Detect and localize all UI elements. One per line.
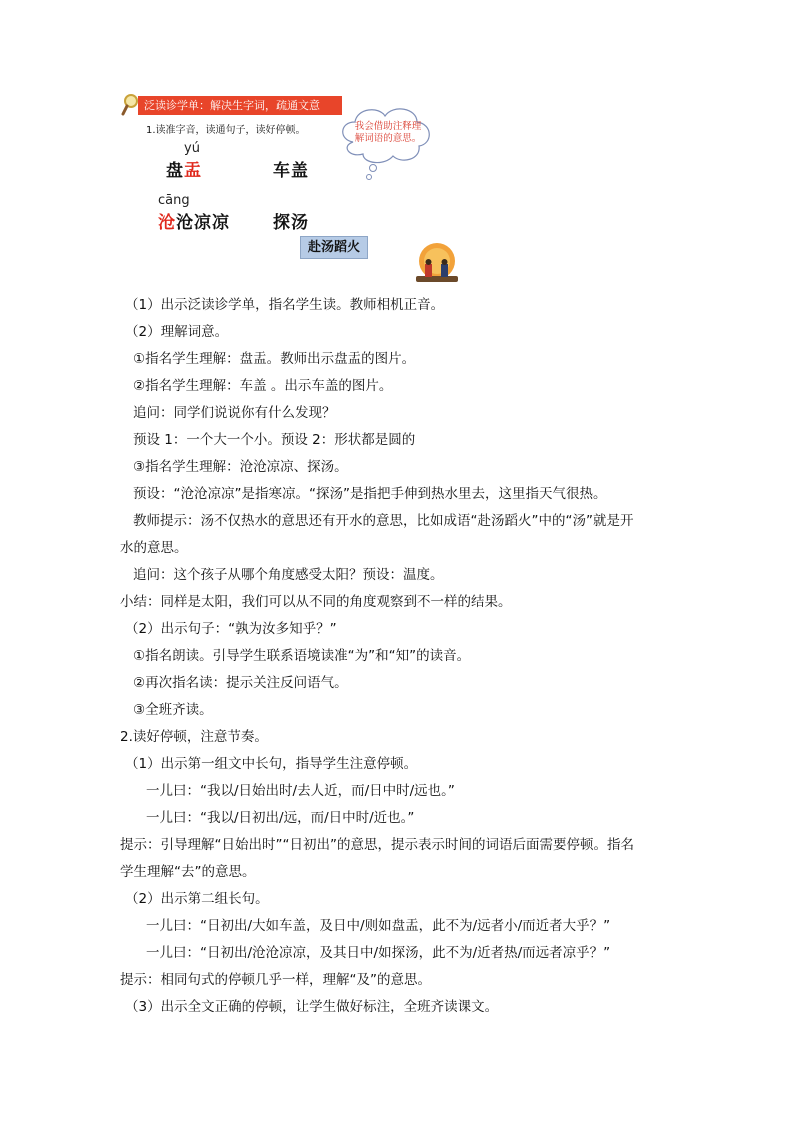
text-line-3: ①指名学生理解：盘盂。教师出示盘盂的图片。 (133, 351, 416, 367)
word-chegai: 车盖 (273, 161, 309, 181)
text-line-5: 追问：同学们说说你有什么发现？ (133, 405, 336, 421)
sun-children-illustration (414, 242, 460, 286)
idiom-box: 赴汤蹈火 (300, 236, 368, 259)
word-cang-red: 沧 (158, 213, 176, 233)
word-panyu-pre: 盘 (166, 161, 184, 181)
text-line-27: （3）出示全文正确的停顿，让学生做好标注，全班齐读课文。 (125, 999, 499, 1015)
text-line-23: （2）出示第二组长句。 (125, 891, 269, 907)
text-line-6: 预设 1：一个大一个小。预设 2：形状都是圆的 (133, 432, 416, 448)
text-line-24: 一儿曰：“日初出/大如车盖，及日中/则如盘盂，此不为/远者小/而近者大乎？” (146, 918, 611, 934)
text-line-7: ③指名学生理解：沧沧凉凉、探汤。 (133, 459, 348, 475)
cloud-hint-text: 我会借助注释理解词语的意思。 (354, 121, 422, 144)
text-line-4: ②指名学生理解：车盖 。出示车盖的图片。 (133, 378, 393, 394)
text-line-22: 学生理解“去”的意思。 (120, 864, 256, 880)
study-sheet-subtitle: 1.读准字音，读通句子，读好停顿。 (146, 125, 306, 136)
text-line-25: 一儿曰：“日初出/沧沧凉凉，及其日中/如探汤，此不为/近者热/而远者凉乎？” (146, 945, 611, 961)
text-line-13: （2）出示句子：“孰为汝多知乎？” (125, 621, 337, 637)
text-line-9: 教师提示：汤不仅热水的意思还有开水的意思，比如成语“赴汤蹈火”中的“汤”就是开 (133, 513, 634, 529)
text-line-20: 一儿曰：“我以/日初出/远，而/日中时/近也。” (146, 810, 415, 826)
word-panyu-red: 盂 (184, 161, 202, 181)
text-line-16: ③全班齐读。 (133, 702, 213, 718)
text-line-11: 追问：这个孩子从哪个角度感受太阳？预设：温度。 (133, 567, 444, 583)
word-tantang: 探汤 (273, 213, 309, 233)
text-line-10: 水的意思。 (120, 540, 188, 556)
text-line-19: 一儿曰：“我以/日始出时/去人近，而/日中时/远也。” (146, 783, 455, 799)
pinyin-yu: yú (184, 141, 200, 156)
magnifier-icon (121, 93, 139, 117)
text-line-26: 提示：相同句式的停顿几乎一样，理解“及”的意思。 (120, 972, 431, 988)
study-sheet-banner: 泛读诊学单：解决生字词，疏通文意 (138, 96, 342, 115)
text-line-15: ②再次指名读：提示关注反问语气。 (133, 675, 348, 691)
text-line-2: （2）理解词意。 (125, 324, 229, 340)
word-cang-rest: 沧凉凉 (176, 213, 230, 233)
text-line-1: （1）出示泛读诊学单，指名学生读。教师相机正音。 (125, 297, 445, 313)
text-line-12: 小结：同样是太阳，我们可以从不同的角度观察到不一样的结果。 (120, 594, 512, 610)
text-line-17: 2.读好停顿，注意节奏。 (120, 729, 268, 745)
word-cangcangliangliang (158, 208, 230, 233)
text-line-14: ①指名朗读。引导学生联系语境读准“为”和“知”的读音。 (133, 648, 471, 664)
pinyin-cang: cāng (158, 193, 190, 208)
text-line-21: 提示：引导理解“日始出时”“日初出”的意思，提示表示时间的词语后面需要停顿。指名 (120, 837, 634, 853)
word-panyu (166, 156, 202, 181)
text-line-18: （1）出示第一组文中长句，指导学生注意停顿。 (125, 756, 418, 772)
text-line-8: 预设：“沧沧凉凉”是指寒凉。“探汤”是指把手伸到热水里去，这里指天气很热。 (133, 486, 607, 502)
